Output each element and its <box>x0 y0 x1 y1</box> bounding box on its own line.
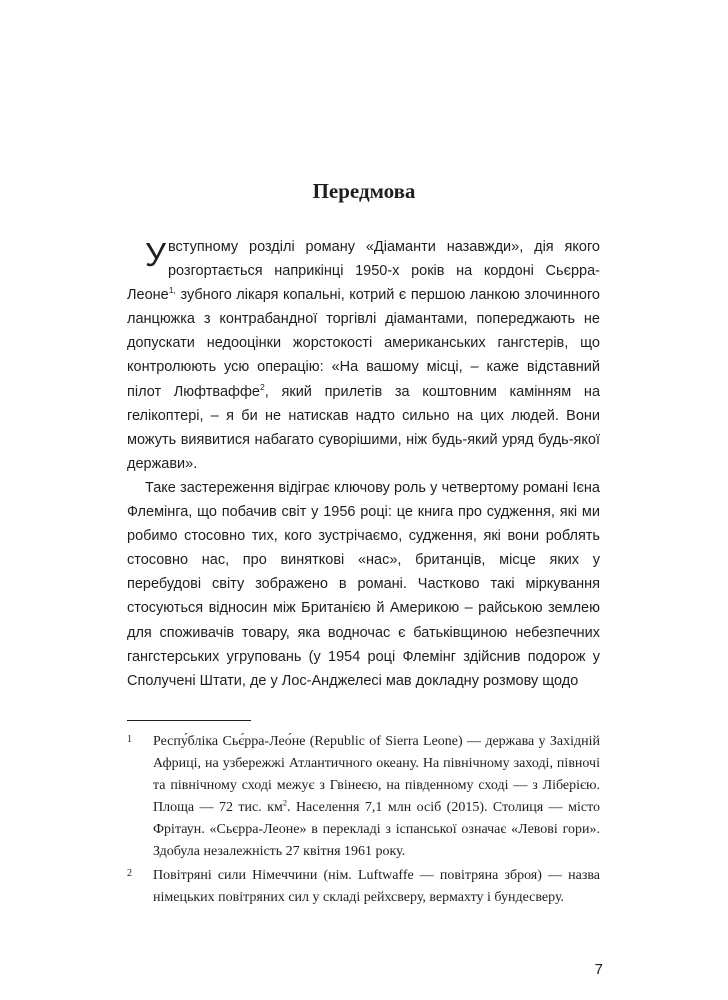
chapter-title: Передмова <box>312 179 416 203</box>
page-number: 7 <box>594 961 603 978</box>
footnote-1-superscript: 2 <box>282 798 288 808</box>
body-text <box>127 235 600 693</box>
paragraph-1-part-3: , який прилетів за коштовним камінням на гелікоптері, – я би не натискав надто сильно на цих людей. Вони можуть виявитися набагато суворішими, ніж будь-який уряд будь-якої держави». <box>127 383 601 472</box>
footnote-2-text: Повітряні сили Німеччини (нім. Luftwaffe — повітряна зброя) — назва німецьких повітряних сил у складі рейхсверу, вермахту і бундесверу. <box>153 868 600 905</box>
footnote-separator <box>127 720 251 721</box>
paragraph-1-part-2: зубного лікаря копальні, котрий є першою ланкою злочинного ланцюжка з контрабандної торгівлі діамантами, попереджають не допускати недооцінки жорстокості американських гангстерів, що контролюють усю операцію: «На вашому місці, – каже відставний пілот Люфтваффе <box>127 287 600 400</box>
drop-cap: У <box>145 236 166 273</box>
footnote-2-number: 2 <box>127 868 132 879</box>
footnote-ref-1: 1, <box>168 285 176 296</box>
footnotes <box>127 731 600 909</box>
footnote-1-number: 1 <box>127 734 132 745</box>
footnote-1-text-before: Респу́бліка Сьє́рра-Лео́не (Republic of Sierra Leone) — держава у Західній Африці, на узбережжі Атлантичного океану. На північному заході, півночі та північному сході межує з Гвінеєю, на південному сході — з Ліберією. Площа — 72 тис. км <box>153 734 600 815</box>
paragraph-1 <box>127 235 600 476</box>
footnote-2 <box>127 865 600 909</box>
paragraph-1-part-1: вступному розділі роману «Діаманти назавжди», дія якого розгортається наприкінці 1950-х років на кордоні Сьєрра-Леоне <box>127 239 600 304</box>
footnote-1-text-after: . Населення 7,1 млн осіб (2015). Столиця — місто Фрітаун. «Сьєрра-Леоне» в перекладі з іспанської означає «Левові гори». Здобула незалежність 27 квітня 1961 року. <box>153 800 600 859</box>
footnote-1 <box>127 731 600 863</box>
footnote-ref-2: 2 <box>259 381 265 392</box>
paragraph-2: Таке застереження відіграє ключову роль у четвертому романі Ієна Флемінга, що побачив світ у 1956 році: це книга про судження, які ми робимо стосовно тих, кого зустрічаємо, судження, які вони роблять стосовно нас, про виняткові «нас», британців, місце яких у перебудові світу зображено в романі. Частково такі міркування стосуються відносин між Британією й Америкою – райською землею для споживачів товару, яка водночас є батьківщиною небезпечних гангстерських угруповань (у 1954 році Флемінг здійснив подорож у Сполучені Штати, де у Лос-Анджелесі мав докладну розмову щодо <box>127 479 600 689</box>
